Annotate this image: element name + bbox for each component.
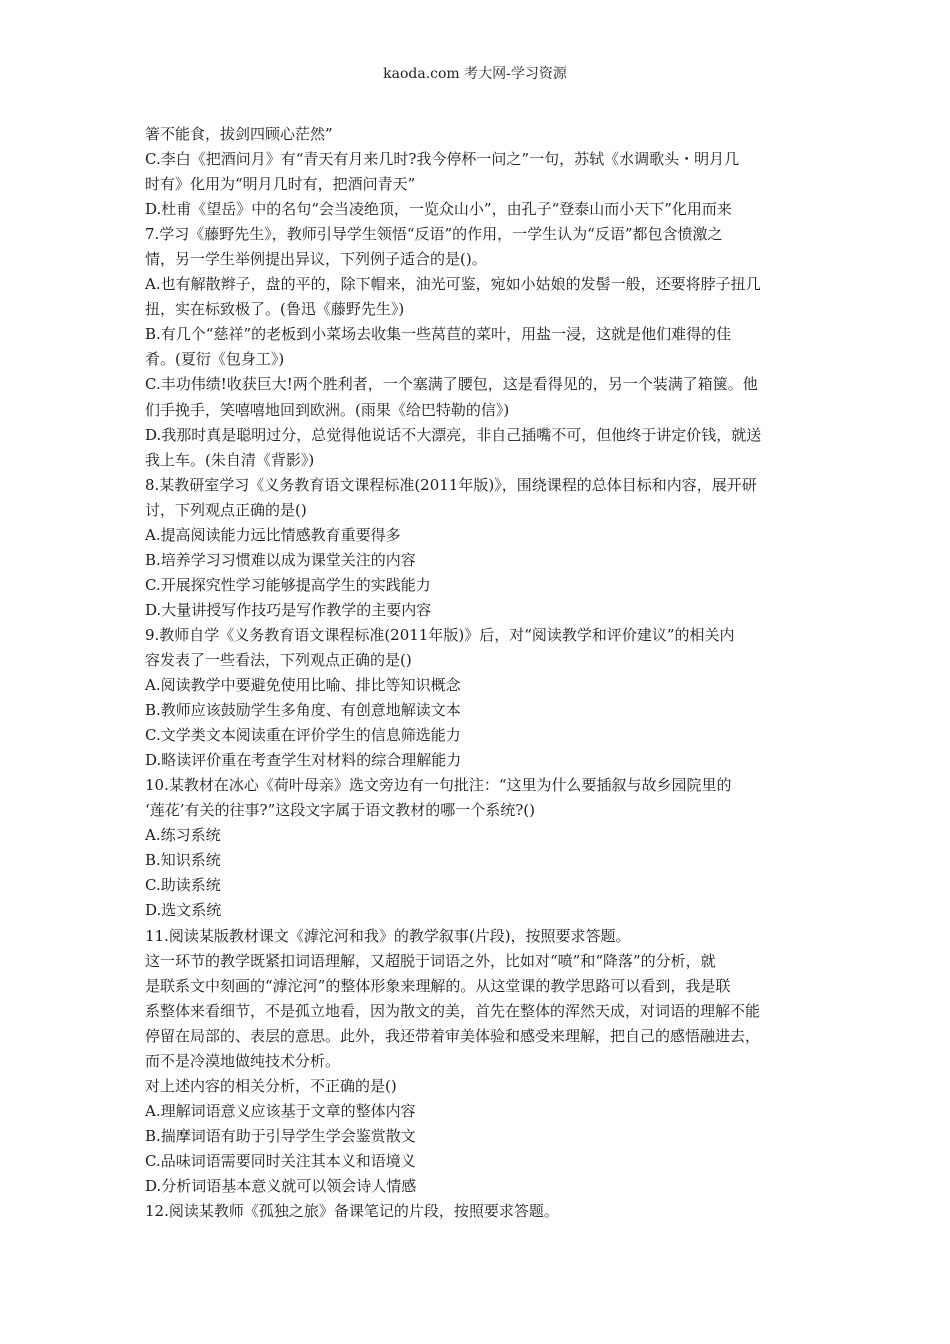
text-line: 12.阅读某教师《孤独之旅》备课笔记的片段，按照要求答题。	[145, 1202, 559, 1221]
text-line: 我上车。(朱自清《背影》)	[145, 450, 315, 469]
text-line: 扭，实在标致极了。(鲁迅《藤野先生》)	[145, 300, 405, 319]
text-line: 11.阅读某版教材课文《滹沱河和我》的教学叙事(片段)，按照要求答题。	[145, 926, 631, 945]
text-line: D.选文系统	[145, 901, 222, 920]
text-line: D.分析词语基本意义就可以领会诗人情感	[145, 1176, 417, 1195]
text-line: 而不是冷漠地做纯技术分析。	[145, 1051, 341, 1070]
text-line: C.开展探究性学习能够提高学生的实践能力	[145, 575, 431, 594]
text-line: 停留在局部的、表层的意思。此外，我还带着审美体验和感受来理解，把自己的感悟融进去，	[145, 1026, 761, 1045]
text-line: 箸不能食，拔剑四顾心茫然”	[145, 125, 333, 143]
text-line: 10.某教材在冰心《荷叶母亲》选文旁边有一句批注：“这里为什么要插叙与故乡园院里的	[145, 776, 732, 795]
text-line: B.有几个“慈祥”的老板到小菜场去收集一些莴苣的菜叶，用盐一浸，这就是他们难得的佳	[145, 325, 732, 344]
text-line: B.培养学习习惯难以成为课堂关注的内容	[145, 550, 416, 569]
text-line: D.我那时真是聪明过分，总觉得他说话不大漂亮，非自己插嘴不可，但他终于讲定价钱，就送	[145, 425, 762, 444]
text-line: 们手挽手，笑嘻嘻地回到欧洲。(雨果《给巴特勒的信》)	[145, 400, 510, 419]
text-line: 这一环节的教学既紧扣词语理解，又超脱于词语之外，比如对“喷”和“降落”的分析，就	[145, 951, 716, 970]
text-line: D.杜甫《望岳》中的名句“会当凌绝顶，一览众山小”，由孔子“登泰山而小天下”化用而来	[145, 200, 732, 219]
text-line: C.品味词语需要同时关注其本义和语境义	[145, 1151, 416, 1170]
text-line: A.提高阅读能力远比情感教育重要得多	[145, 525, 401, 544]
text-line: C.文学类文本阅读重在评价学生的信息筛选能力	[145, 726, 461, 745]
text-line: B.知识系统	[145, 851, 221, 870]
text-line: 8.某教研室学习《义务教育语文课程标准(2011年版)》，围绕课程的总体目标和内容，展开研	[145, 475, 757, 494]
text-line: C.李白《把酒问月》有“青天有月来几时?我今停杯一问之”一句，苏轼《水调歌头・明月几	[145, 150, 740, 169]
document-body	[145, 122, 813, 1224]
text-line: 容发表了一些看法，下列观点正确的是()	[145, 650, 412, 669]
text-line: A.理解词语意义应该基于文章的整体内容	[145, 1101, 416, 1120]
text-line: 讨，下列观点正确的是()	[145, 500, 307, 519]
text-line: C.丰功伟绩!收获巨大!两个胜利者，一个塞满了腰包，这是看得见的，另一个装满了箱箧。他	[145, 375, 758, 394]
text-line: 情，另一学生举例提出异议，下列例子适合的是()。	[145, 250, 487, 269]
text-line: D.略读评价重在考查学生对材料的综合理解能力	[145, 751, 462, 770]
text-line: C.助读系统	[145, 876, 221, 895]
text-line: B.教师应该鼓励学生多角度、有创意地解读文本	[145, 701, 461, 720]
text-line: B.揣摩词语有助于引导学生学会鉴赏散文	[145, 1126, 416, 1145]
text-line: A.也有解散辫子，盘的平的，除下帽来，油光可鉴，宛如小姑娘的发髻一般，还要将脖子扭几	[145, 275, 761, 294]
text-line: 是联系文中刻画的“滹沱河”的整体形象来理解的。从这堂课的教学思路可以看到，我是联	[145, 976, 731, 995]
text-line: 肴。(夏衍《包身工》)	[145, 350, 285, 369]
page-header: kaoda.com 考大网-学习资源	[383, 66, 567, 82]
text-line: A.阅读教学中要避免使用比喻、排比等知识概念	[145, 676, 461, 695]
text-line: D.大量讲授写作技巧是写作教学的主要内容	[145, 600, 432, 619]
text-line: A.练习系统	[145, 826, 221, 845]
text-line: 对上述内容的相关分析，不正确的是()	[145, 1076, 397, 1095]
text-line: 时有》化用为“明月几时有，把酒问青天”	[145, 175, 416, 194]
text-line: 系整体来看细节，不是孤立地看，因为散文的美，首先在整体的浑然天成，对词语的理解不能	[145, 1001, 761, 1020]
text-line: ‘莲花’有关的往事?”这段文字属于语文教材的哪一个系统?()	[145, 801, 535, 820]
text-line: 9.教师自学《义务教育语文课程标准(2011年版)》后，对“阅读教学和评价建议”的相关内	[145, 625, 735, 644]
text-line: 7.学习《藤野先生》，教师引导学生领悟“反语”的作用，一学生认为“反语”都包含愤激之	[145, 225, 723, 244]
